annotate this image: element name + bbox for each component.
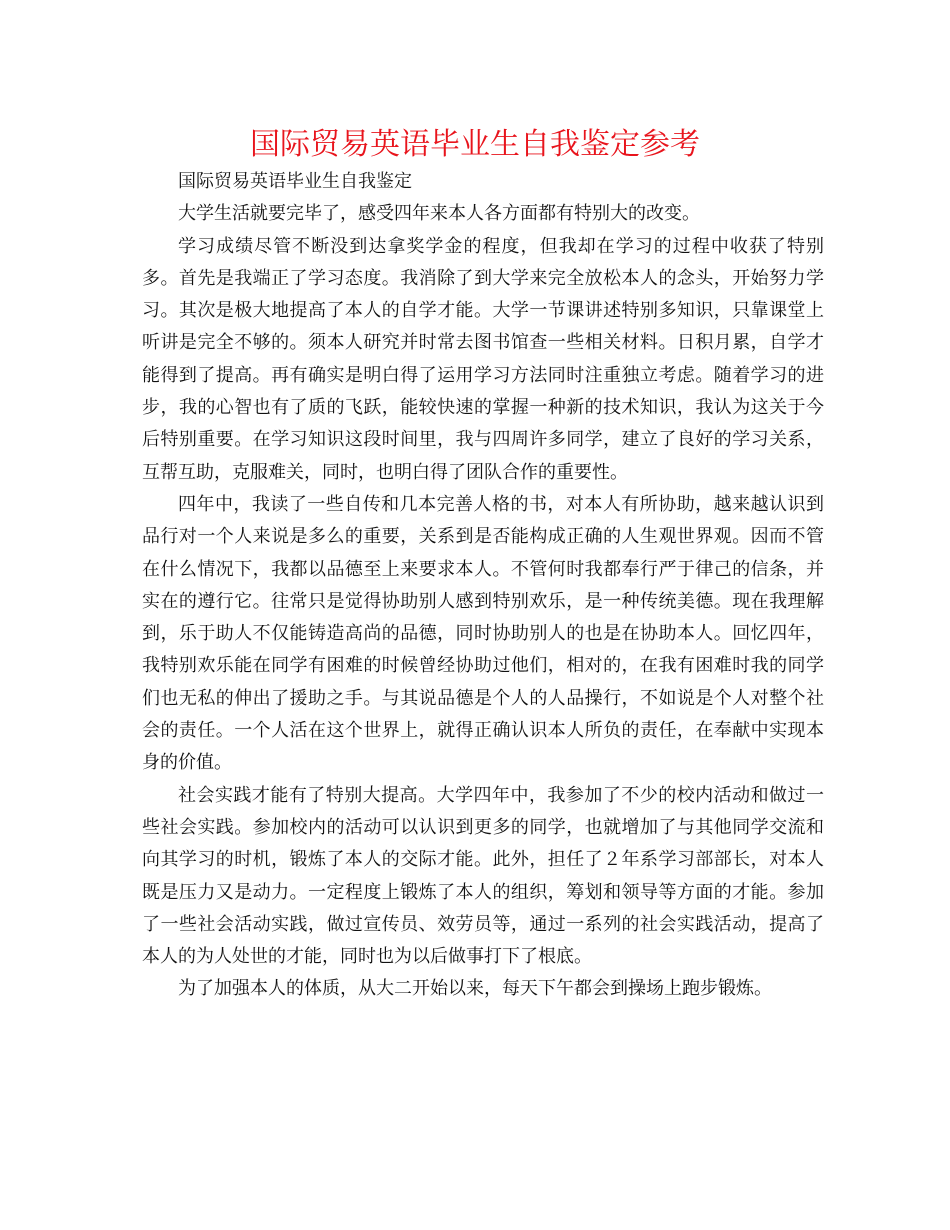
subtitle-paragraph: 国际贸易英语毕业生自我鉴定	[178, 171, 412, 192]
study-paragraph: 学习成绩尽管不断没到达拿奖学金的程度，但我却在学习的过程中收获了特别多。首先是我端正了学习态度。我消除了到大学来完全放松本人的念头，开始努力学习。其次是极大地提高了本人的自学才能。大学一节课讲述特别多知识，只靠课堂上听讲是完全不够的。须本人研究并时常去图书馆查一些相关材料。日积月累，自学才能得到了提高。再有确实是明白得了运用学习方法同时注重独立考虑。随着学习的进步，我的心智也有了质的飞跃，能较快速的掌握一种新的技术知识，我认为这关于今后特别重要。在学习知识这段时间里，我与四周许多同学，建立了良好的学习关系，互帮互助，克服难关，同时，也明白得了团队合作的重要性。	[142, 235, 824, 483]
intro-paragraph: 大学生活就要完毕了，感受四年来本人各方面都有特别大的改变。	[178, 203, 700, 225]
fitness-paragraph: 为了加强本人的体质，从大二开始以来，每天下午都会到操场上跑步锻炼。	[178, 978, 772, 1000]
character-paragraph: 四年中，我读了一些自传和几本完善人格的书，对本人有所协助，越来越认识到品行对一个人来说是多么的重要，关系到是否能构成正确的人生观世界观。因而不管在什么情况下，我都以品德至上来要求本人。不管何时我都奉行严于律己的信条，并实在的遵行它。往常只是觉得协助别人感到特别欢乐，是一种传统美德。现在我理解到，乐于助人不仅能铸造高尚的品德，同时协助别人的也是在协助本人。回忆四年，我特别欢乐能在同学有困难的时候曾经协助过他们，相对的，在我有困难时我的同学们也无私的伸出了援助之手。与其说品德是个人的人品操行，不如说是个人对整个社会的责任。一个人活在这个世界上，就得正确认识本人所负的责任，在奉献中实现本身的价值。	[142, 493, 824, 774]
practice-paragraph: 社会实践才能有了特别大提高。大学四年中，我参加了不少的校内活动和做过一些社会实践。参加校内的活动可以认识到更多的同学，也就增加了与其他同学交流和向其学习的时机，锻炼了本人的交际才能。此外，担任了２年系学习部部长，对本人既是压力又是动力。一定程度上锻炼了本人的组织，筹划和领导等方面的才能。参加了一些社会活动实践，做过宣传员、效劳员等，通过一系列的社会实践活动，提高了本人的为人处世的才能，同时也为以后做事打下了根底。	[142, 784, 824, 968]
document-body	[142, 166, 824, 1006]
document-title: 国际贸易英语毕业生自我鉴定参考	[250, 127, 700, 162]
